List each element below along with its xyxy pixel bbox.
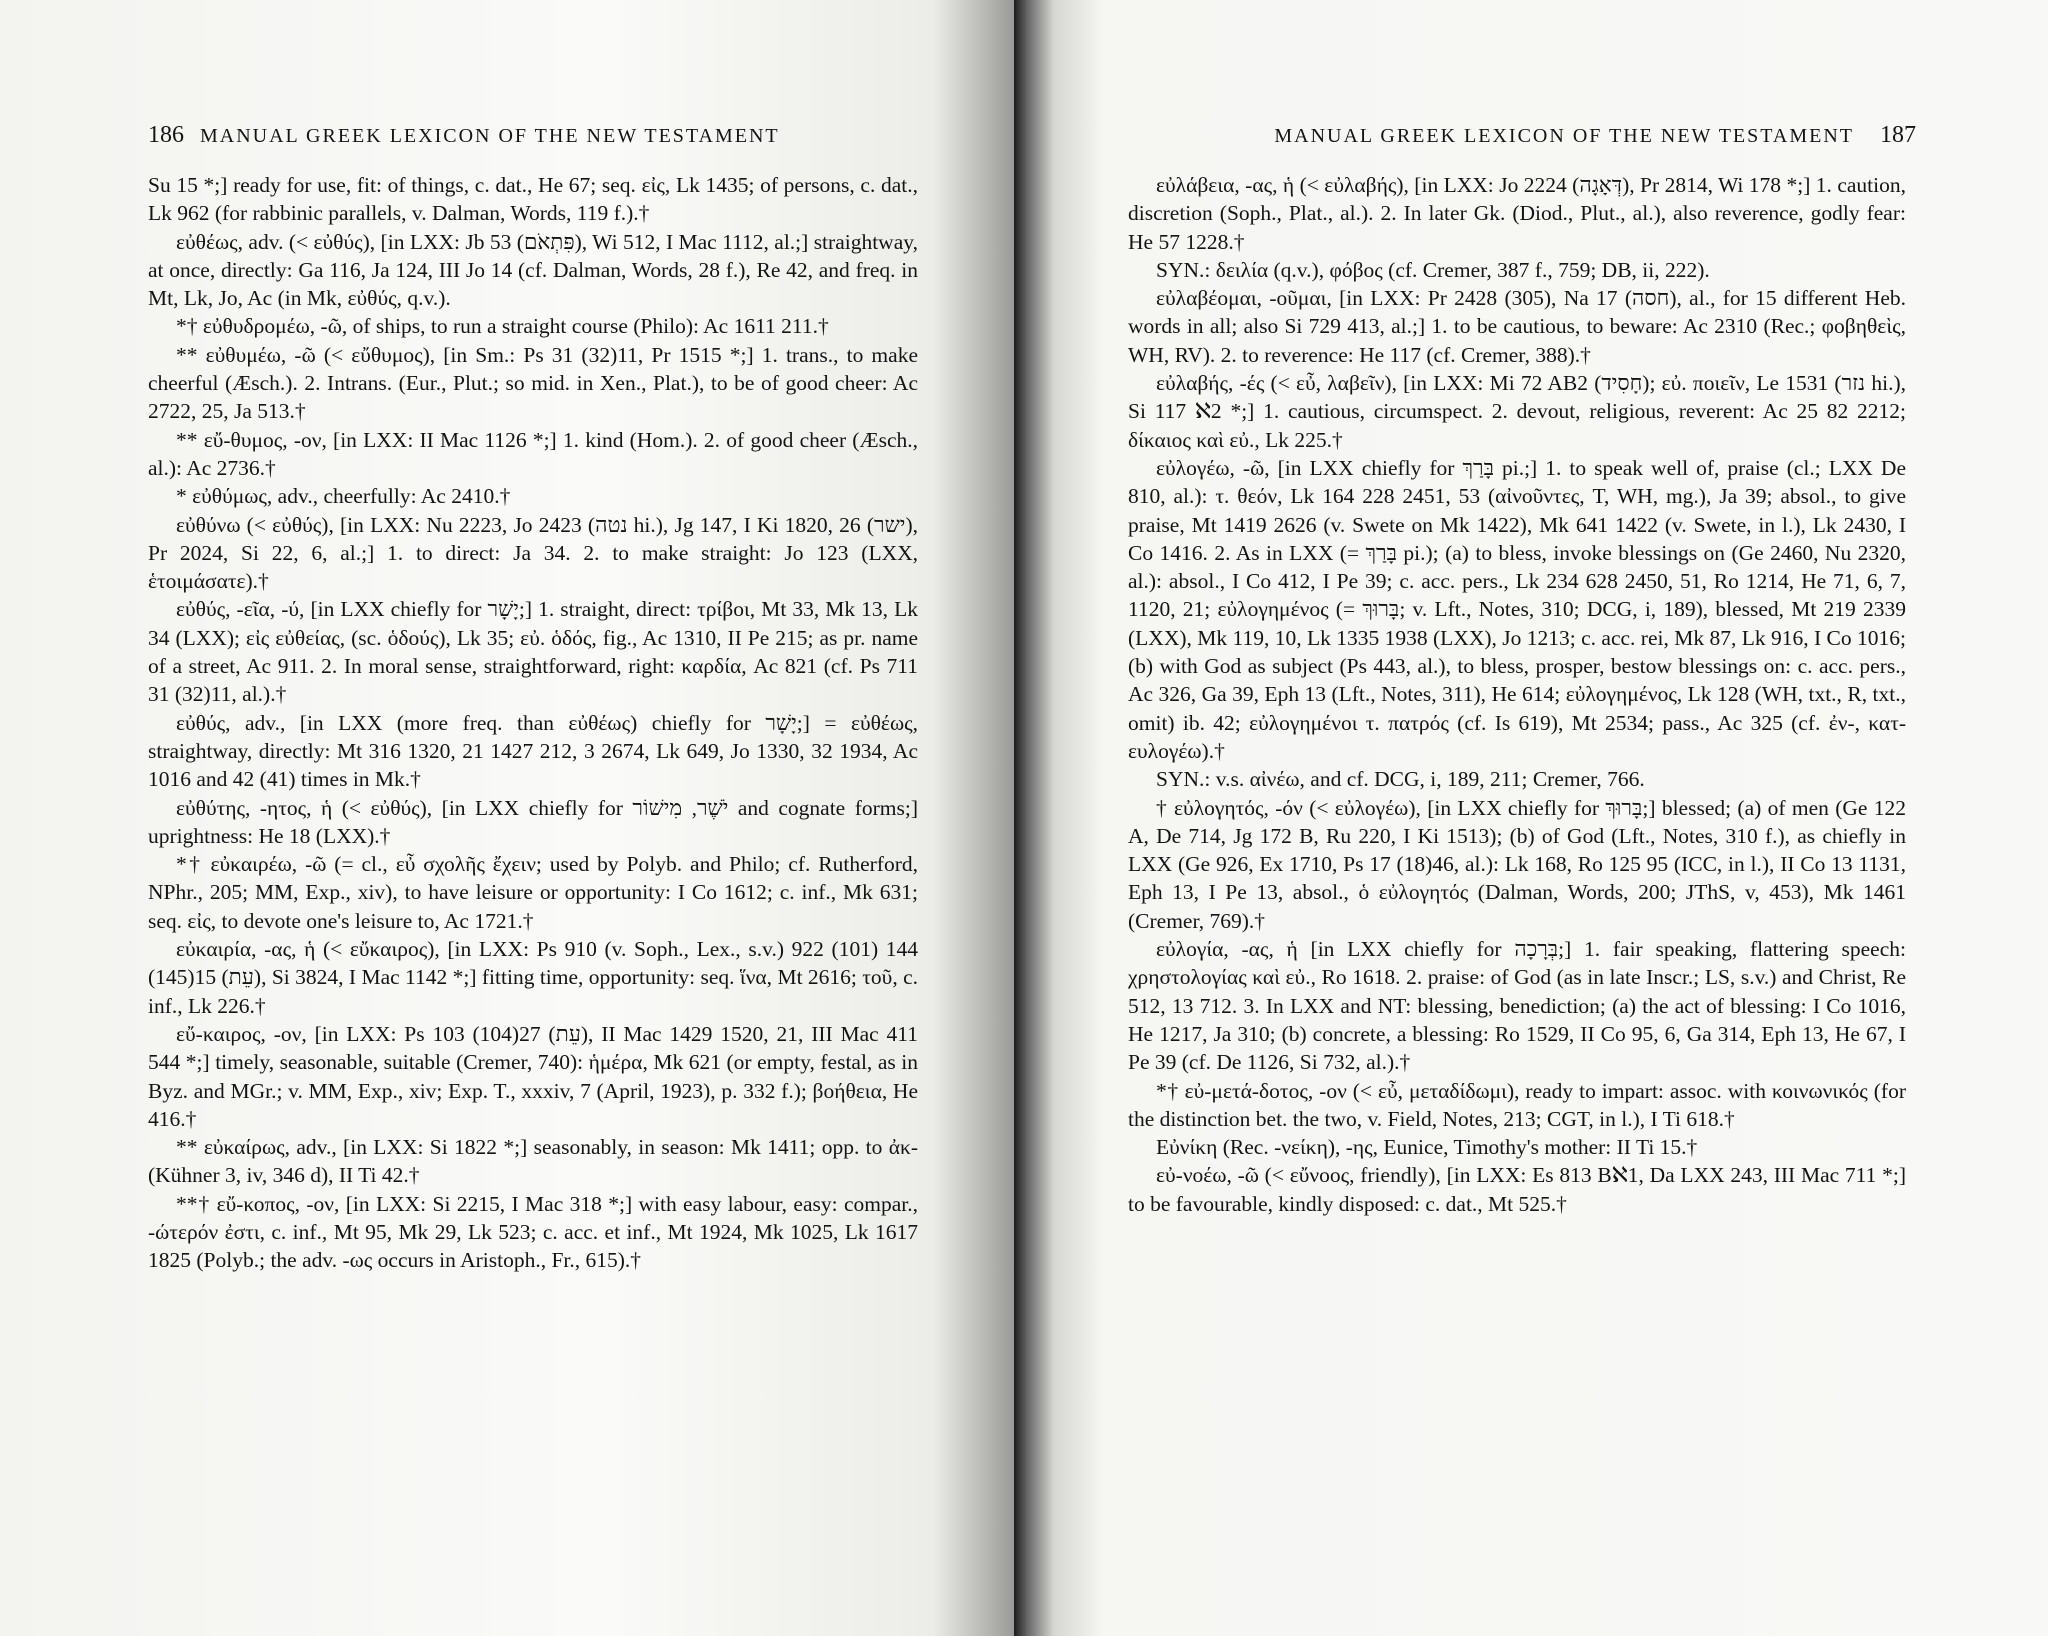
entry-euthys-adj: εὐθύς, -εῖα, -ύ, [in LXX chiefly for יָשָׁר;] 1. straight, direct: τρίβοι, Mt 33, Mk 13, Lk 34 (LXX); εἰς εὐθείας, (sc. ὁδούς), Lk 35; εὐ. ὁδός, fig., Ac 1310, II Pe 215; as pr. name of a street, Ac 911. 2. In moral sense, straightforward, right: καρδία, Ac 821 (cf. Ps 711 31 (32)11, al.).† <box>148 597 918 707</box>
entry-eulabeia: εὐλάβεια, -ας, ἡ (< εὐλαβής), [in LXX: Jo 2224 (דְּאָגָה), Pr 2814, Wi 178 *;] 1. caution, discretion (Soph., Plat., al.). 2. In later Gk. (Diod., Plut., al.), also reverence, godly fear: He 57 1228.† <box>1128 173 1906 254</box>
entry-eukopos: **† εὔ-κοπος, -ον, [in LXX: Si 2215, I Mac 318 *;] with easy labour, easy: compar., -ώτερόν ἐστι, c. inf., Mt 95, Mk 29, Lk 523; c. acc. et inf., Mt 1924, Mk 1025, Lk 1617 1825 (Polyb.; the adv. -ως occurs in Aristoph., Fr., 615).† <box>148 1191 918 1273</box>
entry-eulogeo: εὐλογέω, -ῶ, [in LXX chiefly for בָּרַךְ pi.;] 1. to speak well of, praise (cl.; LXX De 810, al.): τ. θεόν, Lk 164 228 2451, 53 (αἰνοῦντες, T, WH, mg.), Ja 39; absol., to give praise, Mt 1419 2626 (v. Swete on Mk 1422), Mk 641 1422 (v. Swete, in l.), Lk 2430, I Co 1416. 2. As in LXX (= בָּרַךְ pi.); (a) to bless, invoke blessings on (Ge 2460, Nu 2320, al.): absol., I Co 412, I Pe 39; c. acc. pers., Lk 234 628 2450, 51, Ro 1214, He 71, 6, 7, 1120, 21; εὐλογημένος (= בָּרוּךְ; v. Lft., Notes, 310; DCG, i, 189), blessed, Mt 219 2339 (LXX), Mk 119, 10, Lk 1335 1938 (LXX), Jo 1213; c. acc. rei, Mk 87, Lk 916, I Co 1016; (b) with God as subject (Ps 443, al.), to bless, prosper, bestow blessings on: c. acc. pers., Ac 326, Ga 39, Eph 13 (Lft., Notes, 311), He 614; εὐλογημένος, Lk 128 (WH, txt., R, txt., omit) ib. 42; εὐλογημένοι τ. πατρός (cf. Is 619), Mt 2534; pass., Ac 325 (cf. ἐν-, κατ-ευλογέω).† <box>1128 455 1907 763</box>
entry-syn-eulabeia: SYN.: δειλία (q.v.), φόβος (cf. Cremer, 387 f., 759; DB, ii, 222). <box>1156 257 1710 282</box>
entry-euthymeo: ** εὐθυμέω, -ῶ (< εὔθυμος), [in Sm.: Ps 31 (32)11, Pr 1515 *;] 1. trans., to make cheerful (Æsch.). 2. Intrans. (Eur., Plut.; so mid. in Xen., Plat.), to be of good cheer: Ac 2722, 25, Ja 513.† <box>148 342 918 424</box>
entry-euthymos: ** εὔ-θυμος, -ον, [in LXX: II Mac 1126 *;] 1. kind (Hom.). 2. of good cheer (Æsch., al.): Ac 2736.† <box>148 427 918 480</box>
entry-eukairos-adv: ** εὐκαίρως, adv., [in LXX: Si 1822 *;] seasonably, in season: Mk 1411; opp. to ἀκ- (Kühner 3, iv, 346 d), II Ti 42.† <box>148 1135 918 1188</box>
entry-eulogetos: † εὐλογητός, -όν (< εὐλογέω), [in LXX chiefly for בָּרוּךְ;] blessed; (a) of men (Ge 122 A, De 714, Jg 172 B, Ru 220, I Ki 1513); (b) of God (Lft., Notes, 310 f.), as chiefly in LXX (Ge 926, Ex 1710, Ps 17 (18)46, al.): Lk 168, Ro 125 95 (ICC, in l.), II Co 13 1131, Eph 13, I Pe 13, absol., ὁ εὐλογητός (Dalman, Words, 200; JThS, v, 453), Mk 1461 (Cremer, 769).† <box>1128 795 1906 933</box>
page-number-right: 187 <box>1880 122 1916 148</box>
entry-euthymos-adv: * εὐθύμως, adv., cheerfully: Ac 2410.† <box>176 484 511 509</box>
entry-eukaireo: *† εὐκαιρέω, -ῶ (= cl., εὖ σχολῆς ἔχειν; used by Polyb. and Philo; cf. Rutherford, NPhr., 205; MM, Exp., xiv), to have leisure or opportunity: I Co 1612; c. inf., Mk 631; seq. εἰς, to devote one's leisure to, Ac 1721.† <box>148 852 918 933</box>
entry-euthyno: εὐθύνω (< εὐθύς), [in LXX: Nu 2223, Jo 2423 (נטה hi.), Jg 147, I Ki 1820, 26 (ישר), Pr 2024, Si 22, 6, al.;] 1. to direct: Ja 34. 2. to make straight: Jo 123 (LXX, ἑτοιμάσατε).† <box>148 512 918 594</box>
entry-continuation: Su 15 *;] ready for use, fit: of things, c. dat., He 67; seq. εἰς, Lk 1435; of persons, c. dat., Lk 962 (for rabbinic parallels, v. Dalman, Words, 119 f.).† <box>148 173 918 226</box>
right-page <box>1014 0 2048 1636</box>
entry-eukairia: εὐκαιρία, -ας, ἡ (< εὔκαιρος), [in LXX: Ps 910 (v. Soph., Lex., s.v.) 922 (101) 144 (145)15 (עֵת), Si 3824, I Mac 1142 *;] fitting time, opportunity: seq. ἵνα, Mt 2616; τοῦ, c. inf., Lk 226.† <box>148 937 918 1018</box>
running-head-right: MANUAL GREEK LEXICON OF THE NEW TESTAMENT <box>1274 125 1854 147</box>
page-number-left: 186 <box>148 122 184 148</box>
entry-euthytes: εὐθύτης, -ητος, ἡ (< εὐθύς), [in LXX chiefly for יֹשֶׁר, מִישׁוֹר and cognate forms;] uprightness: He 18 (LXX).† <box>148 795 919 848</box>
entry-euthys-adv: εὐθύς, adv., [in LXX (more freq. than εὐθέως) chiefly for יָשָׁר;] = εὐθέως, straightway, directly: Mt 316 1320, 21 1427 212, 3 2674, Lk 649, Jo 1330, 32 1934, Ac 1016 and 42 (41) times in Mk.† <box>148 710 918 792</box>
entry-eulabeomai: εὐλαβέομαι, -οῦμαι, [in LXX: Pr 2428 (305), Na 17 (חסה), al., for 15 different Heb. words in all; also Si 729 413, al.;] 1. to be cautious, to beware: Ac 2310 (Rec.; φοβηθεὶς, WH, RV). 2. to reverence: He 117 (cf. Cremer, 388).† <box>1128 286 1906 367</box>
entry-eulogia: εὐλογία, -ας, ἡ [in LXX chiefly for בְּרָכָה;] 1. fair speaking, flattering speech: χρηστολογίας καὶ εὐ., Ro 1618. 2. praise: of God (as in late Inscr.; LS, s.v.) and Christ, Re 512, 13 712. 3. In LXX and NT: blessing, benediction; (a) the act of blessing: I Co 1016, He 1217, Ja 310; (b) concrete, a blessing: Ro 1529, II Co 95, 6, Ga 314, Eph 13, He 67, I Pe 39 (cf. De 1126, Si 732, al.).† <box>1128 937 1906 1075</box>
entry-eumetadotos: *† εὐ-μετά-δοτος, -ον (< εὖ, μεταδίδωμι), ready to impart: assoc. with κοινωνικός (for the distinction bet. the two, v. Field, Notes, 213; CGT, in l.), I Ti 618.† <box>1128 1078 1906 1131</box>
entry-eutheos: εὐθέως, adv. (< εὐθύς), [in LXX: Jb 53 (פִּתְאֹם), Wi 512, I Mac 1112, al.;] straightway, at once, directly: Ga 116, Ja 124, III Jo 14 (cf. Dalman, Words, 28 f.), Re 42, and freq. in Mt, Lk, Jo, Ac (in Mk, εὐθύς, q.v.). <box>148 229 918 311</box>
left-page <box>0 0 1014 1636</box>
entry-eukairos: εὔ-καιρος, -ον, [in LXX: Ps 103 (104)27 (עֵת), II Mac 1429 1520, 21, III Mac 411 544 *;] timely, seasonable, suitable (Cremer, 740): ἡμέρα, Mk 621 (or empty, festal, as in Byz. and MGr.; v. MM, Exp., xiv; Exp. T., xxxiv, 7 (April, 1923), p. 332 f.); βοήθεια, He 416.† <box>148 1021 918 1131</box>
running-header-left <box>148 122 848 149</box>
entry-syn-eulogeo: SYN.: v.s. αἰνέω, and cf. DCG, i, 189, 211; Cremer, 766. <box>1156 767 1645 792</box>
running-header-right <box>1216 122 1916 149</box>
entry-eulabes: εὐλαβής, -ές (< εὖ, λαβεῖν), [in LXX: Mi 72 AB2 (חָסִיד); εὐ. ποιεῖν, Le 1531 (נזר hi.), Si 117 ℵ2 *;] 1. cautious, circumspect. 2. devout, religious, reverent: Ac 25 82 2212; δίκαιος καὶ εὐ., Lk 225.† <box>1128 371 1906 452</box>
right-column <box>1128 171 1906 1218</box>
entry-eunike: Εὐνίκη (Rec. -νείκη), -ης, Eunice, Timothy's mother: II Ti 15.† <box>1156 1135 1698 1160</box>
running-head-left: MANUAL GREEK LEXICON OF THE NEW TESTAMENT <box>200 125 780 147</box>
entry-eunoeo: εὐ-νοέω, -ῶ (< εὔνοος, friendly), [in LXX: Es 813 Bℵ1, Da LXX 243, III Mac 711 *;] to be favourable, kindly disposed: c. dat., Mt 525.† <box>1128 1163 1906 1216</box>
entry-euthydromeo: *† εὐθυδρομέω, -ῶ, of ships, to run a straight course (Philo): Ac 1611 211.† <box>176 314 829 339</box>
left-column <box>148 171 918 1275</box>
